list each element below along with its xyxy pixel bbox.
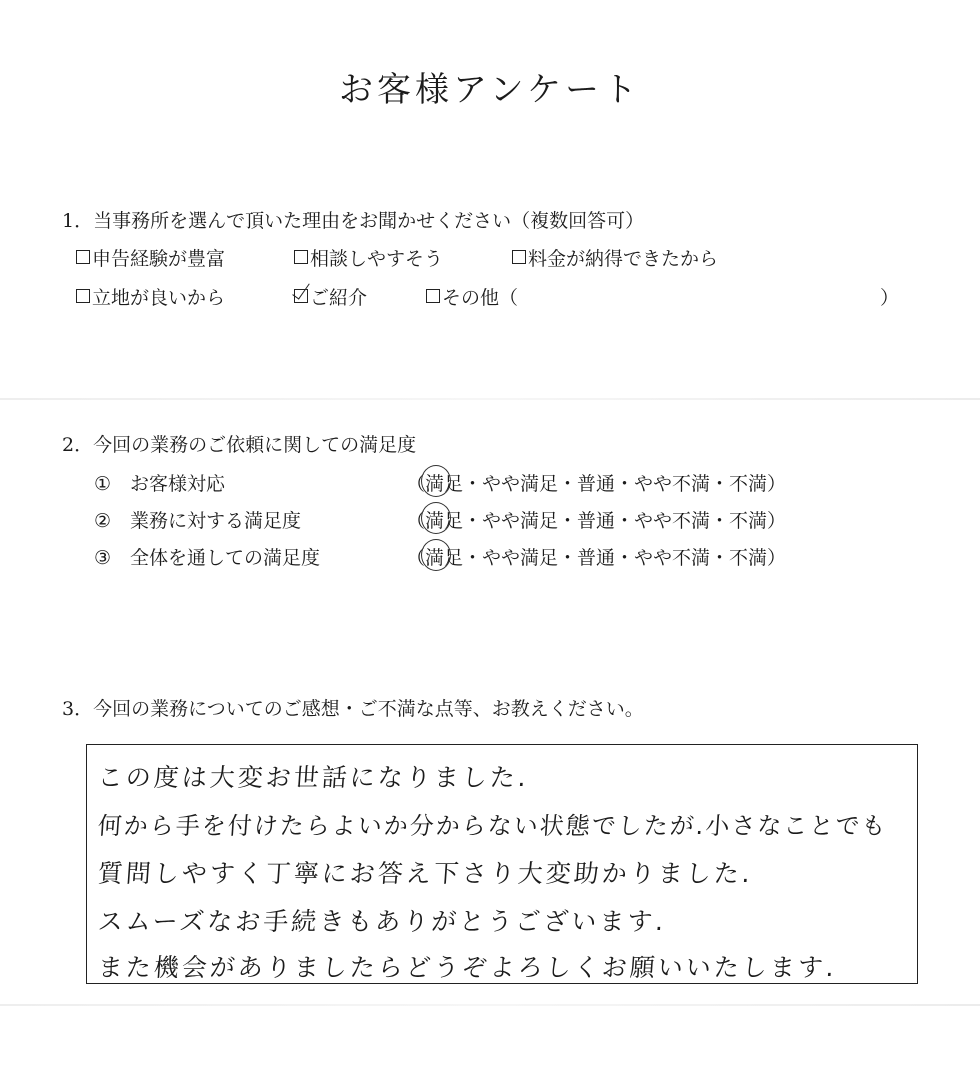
checkbox-icon[interactable] [76, 250, 90, 264]
comment-line-5: また機会がありましたらどうぞよろしくお願いいたします. [96, 953, 838, 982]
option-location[interactable] [76, 283, 225, 310]
checkbox-icon[interactable] [294, 250, 308, 264]
selected-choice-circle[interactable]: 満 [425, 506, 444, 533]
comment-line-4: スムーズなお手続きもありがとうございます. [96, 907, 668, 936]
item-number: ③ [94, 547, 112, 569]
checkbox-icon[interactable] [76, 289, 90, 303]
checkbox-checked-icon[interactable] [294, 289, 308, 303]
item-label: 全体を通しての満足度 [130, 547, 321, 569]
selected-choice-circle[interactable]: 満 [425, 469, 444, 496]
satisfaction-item-3 [94, 543, 320, 570]
satisfaction-scale-3[interactable]: （満足・やや満足・普通・やや不満・不満） [406, 543, 786, 570]
item-number: ② [94, 510, 112, 532]
comment-line-3: 質問しやすく丁寧にお答え下さり大変助かりました. [96, 859, 754, 888]
item-number: ① [94, 473, 112, 495]
checkbox-icon[interactable] [426, 289, 440, 303]
item-label: 業務に対する満足度 [130, 510, 302, 532]
question-3-label: 3．今回の業務についてのご感想・ご不満な点等、お教えください。 [62, 698, 644, 720]
satisfaction-item-1 [94, 469, 225, 496]
question-1-label: 1．当事務所を選んで頂いた理由をお聞かせください（複数回答可） [62, 210, 645, 232]
option-label: 料金が納得できたから [528, 248, 719, 270]
satisfaction-scale-1[interactable]: （満足・やや満足・普通・やや不満・不満） [406, 469, 786, 496]
option-label: 相談しやすそう [310, 248, 444, 270]
survey-title: お客様アンケート [339, 70, 641, 110]
satisfaction-item-2 [94, 506, 301, 533]
checkbox-icon[interactable] [512, 250, 526, 264]
option-fee[interactable] [512, 244, 718, 271]
comment-line-2: 何から手を付けたらよいか分からない状態でしたが.小さなことでも [96, 812, 889, 840]
option-referral[interactable] [294, 283, 367, 310]
option-label: ご紹介 [310, 287, 368, 309]
option-label: 立地が良いから [92, 287, 226, 309]
option-easy-consult[interactable] [294, 244, 443, 271]
fold-line [0, 1004, 980, 1006]
question-2-label: 2．今回の業務のご依頼に関しての満足度 [62, 434, 417, 456]
fold-line [0, 398, 980, 400]
satisfaction-scale-2[interactable]: （満足・やや満足・普通・やや不満・不満） [406, 506, 786, 533]
selected-choice-circle[interactable]: 満 [425, 543, 444, 570]
comment-line-1: この度は大変お世話になりました. [96, 763, 530, 792]
option-experience[interactable] [76, 244, 225, 271]
option-label: 申告経験が豊富 [92, 248, 226, 270]
option-other[interactable] [426, 283, 518, 310]
item-label: お客様対応 [130, 473, 226, 495]
option-label: その他（ [442, 287, 519, 309]
option-other-close: ） [880, 287, 900, 309]
